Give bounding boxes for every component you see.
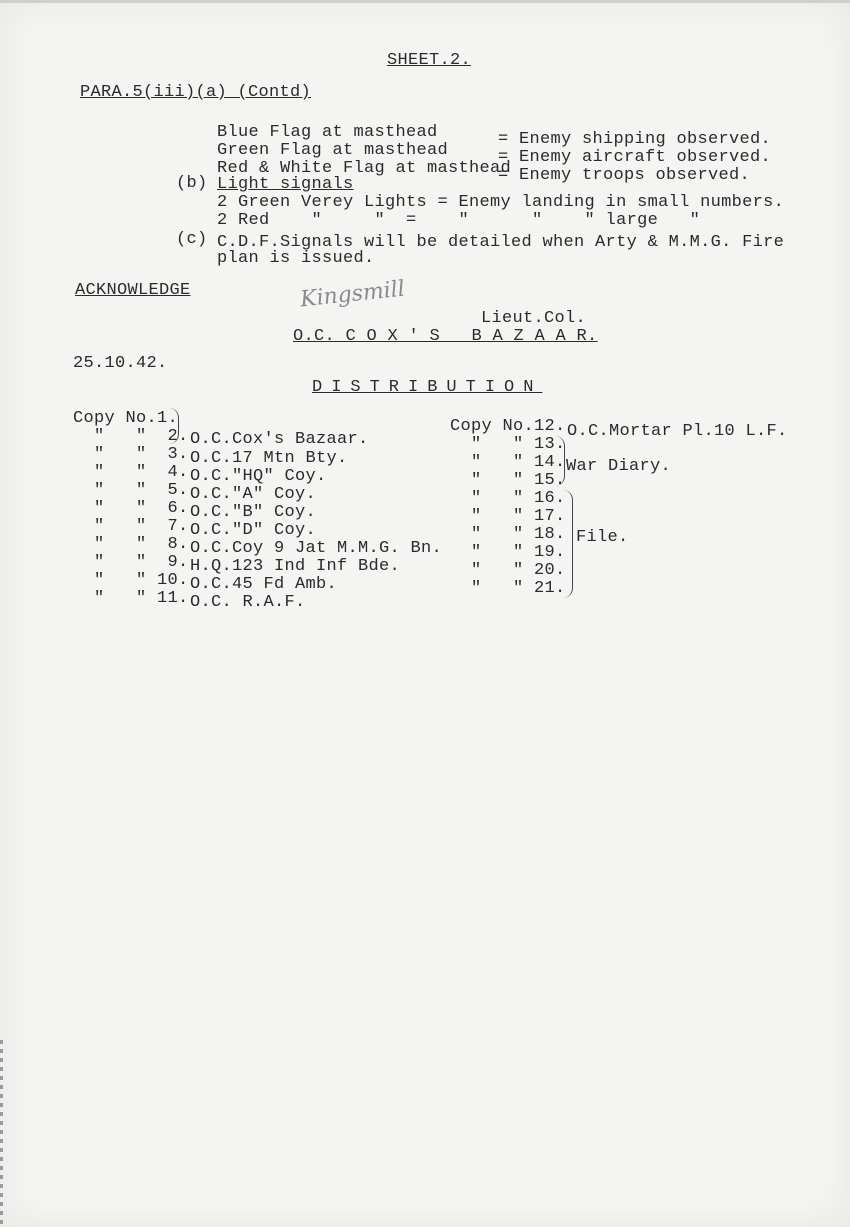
copy-number: " " 19. — [450, 543, 566, 562]
para-reference: PARA.5(iii)(a) (Contd) — [80, 83, 312, 102]
copy-recipient: O.C.Cox's Bazaar. — [190, 430, 369, 449]
copy-number: " " 9. — [73, 553, 189, 572]
copy-number: " " 5. — [73, 481, 189, 500]
acknowledge-label: ACKNOWLEDGE — [75, 281, 191, 300]
light-signal-line: 2 Green Verey Lights = Enemy landing in small numbers. — [217, 193, 785, 212]
light-signal-line: 2 Red " " = " " " large " — [217, 211, 701, 230]
item-marker-b: (b) — [176, 174, 208, 193]
copy-number: " " 17. — [450, 507, 566, 526]
flag-meaning: = Enemy troops observed. — [498, 166, 751, 185]
copy-recipient: H.Q.123 Ind Inf Bde. — [190, 557, 401, 576]
item-marker-c: (c) — [176, 230, 208, 249]
copy-number: " " 7. — [73, 517, 189, 536]
copy-number: " " 16. — [450, 489, 566, 508]
copy-recipient: O.C.Coy 9 Jat M.M.G. Bn. — [190, 539, 443, 558]
copy-recipient: O.C. R.A.F. — [190, 593, 306, 612]
document-date: 25.10.42. — [73, 354, 168, 373]
copy-number: " " 10. — [73, 571, 189, 590]
copy-number: " " 21. — [450, 579, 566, 598]
flag-signal: Red & White Flag at masthead — [217, 159, 512, 178]
copy-recipient: O.C.17 Mtn Bty. — [190, 449, 348, 468]
binding-marks — [0, 1040, 3, 1227]
cdf-text: plan is issued. — [217, 249, 375, 268]
cdf-text: C.D.F.Signals will be detailed when Arty & M.M.G. Fire — [217, 233, 785, 252]
sheet-number: SHEET.2. — [387, 51, 472, 70]
bracket — [168, 408, 179, 444]
bracket — [554, 436, 565, 486]
copy-recipient: O.C."A" Coy. — [190, 485, 317, 504]
distribution-title: DISTRIBUTION — [312, 378, 543, 397]
flag-meaning: = Enemy shipping observed. — [498, 130, 772, 149]
copy-number: " " 2. — [73, 427, 189, 446]
handwritten-signature: Kingsmill — [298, 276, 407, 313]
copy-number: " " 14. — [450, 453, 566, 472]
copy-recipient: O.C.Mortar Pl.10 L.F. — [567, 422, 788, 441]
copy-number: Copy No.1. — [73, 409, 179, 428]
bracket — [562, 490, 573, 598]
signatory-appointment: O.C. C O X ' S B A Z A A R. — [293, 327, 598, 346]
copy-number: " " 3. — [73, 445, 189, 464]
paper-edge — [0, 0, 850, 3]
copy-number: " " 4. — [73, 463, 189, 482]
copy-number: " " 20. — [450, 561, 566, 580]
flag-signal: Blue Flag at masthead — [217, 123, 438, 142]
copy-number: Copy No.12. — [450, 417, 566, 436]
copy-number: " " 8. — [73, 535, 189, 554]
copy-recipient: O.C."B" Coy. — [190, 503, 317, 522]
copy-recipient: O.C."HQ" Coy. — [190, 467, 327, 486]
light-signals-heading: Light signals — [217, 175, 354, 194]
copy-number: " " 6. — [73, 499, 189, 518]
copy-recipient: O.C."D" Coy. — [190, 521, 317, 540]
flag-signal: Green Flag at masthead — [217, 141, 449, 160]
copy-number: " " 15. — [450, 471, 566, 490]
group-war-diary: War Diary. — [566, 457, 672, 476]
copy-number: " " 18. — [450, 525, 566, 544]
group-file: File. — [576, 528, 629, 547]
flag-meaning: = Enemy aircraft observed. — [498, 148, 772, 167]
copy-number: " " 13. — [450, 435, 566, 454]
copy-recipient: O.C.45 Fd Amb. — [190, 575, 338, 594]
copy-number: " " 11. — [73, 589, 189, 608]
signatory-rank: Lieut.Col. — [481, 309, 587, 328]
